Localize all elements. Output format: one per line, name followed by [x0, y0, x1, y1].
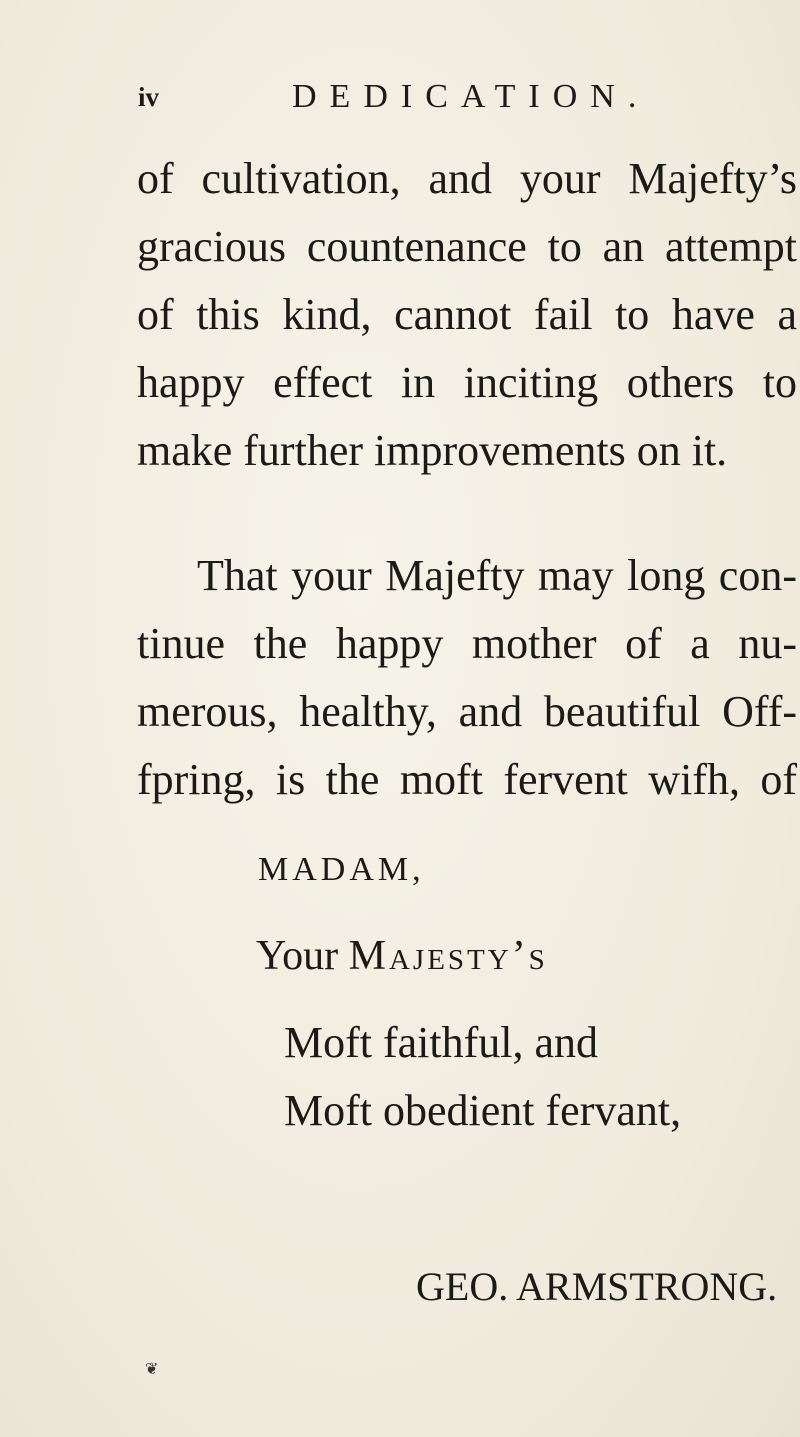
faithful-line: Moft faithful, and [284, 1018, 599, 1067]
text-line: happy effect in inciting others to [137, 358, 797, 407]
your-word: Your [256, 933, 339, 979]
signature: GEO. ARMSTRONG. [416, 1264, 778, 1309]
text-line: fpring, is the moft fervent wifh, of [137, 755, 797, 804]
page-number: iv [138, 82, 160, 112]
majesty-word: Majesty’s [348, 933, 548, 979]
text-line: merous, healthy, and beautiful Off- [137, 687, 797, 736]
page-header [138, 78, 698, 118]
text-line: make further improvements on it. [137, 426, 728, 475]
servant-line: Moft obedient fervant, [284, 1086, 682, 1135]
text-line: of cultivation, and your Majefty’s [137, 154, 797, 203]
salutation: MADAM, [258, 851, 425, 888]
running-head: DEDICATION. [292, 78, 650, 115]
text-line: of this kind, cannot fail to have a [137, 290, 797, 339]
fleuron-ornament: ❦ [145, 1359, 159, 1378]
text-line: That your Majefty may long con- [197, 551, 797, 600]
text-line: gracious countenance to an attempt [137, 222, 797, 271]
text-line: tinue the happy mother of a nu- [137, 619, 797, 668]
complimentary-line [256, 935, 548, 977]
